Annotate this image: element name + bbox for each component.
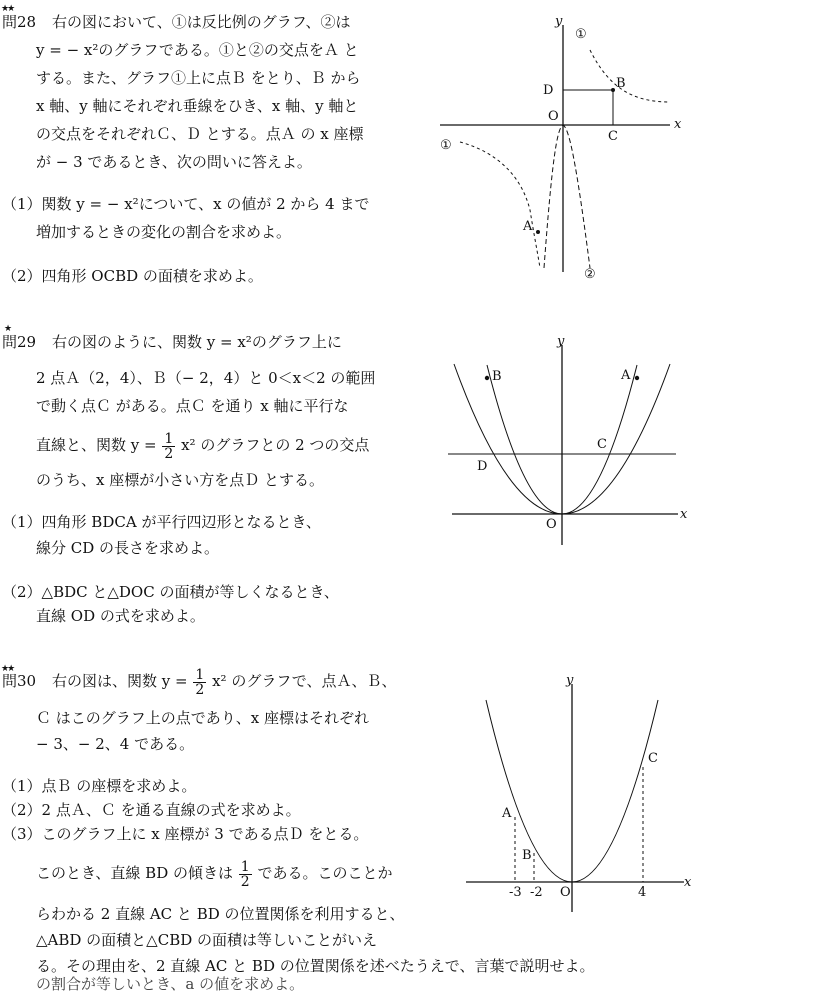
- figure-q28: [430, 10, 690, 285]
- point-a: [536, 230, 540, 234]
- origin-label: O: [546, 517, 557, 532]
- sub-question-3-cont: る。その理由を、2 直線 AC と BD の位置関係を述べたうえで、言葉で説明せよ。: [36, 957, 595, 975]
- question-text-line-fraction: [36, 850, 393, 896]
- point-label-c: C: [608, 129, 618, 144]
- point-label-a: A: [621, 368, 631, 383]
- text-segment: x² のグラフで、点Ａ、Ｂ、: [212, 672, 397, 690]
- axis-label-x: x: [674, 117, 682, 132]
- perpendicular-lines-b: [563, 90, 613, 125]
- axis-label-y: y: [566, 673, 574, 688]
- graph-1-upper: [590, 50, 670, 102]
- point-label-c: C: [648, 751, 658, 766]
- question-text-line-fraction: [52, 660, 396, 702]
- point-label-a: A: [523, 219, 533, 234]
- origin-label: O: [548, 109, 559, 124]
- axis-label-x: x: [680, 507, 688, 522]
- fraction-denominator: 2: [195, 681, 205, 698]
- figure-q29: [440, 330, 700, 550]
- text-segment: 右の図は、関数 y =: [52, 672, 188, 690]
- question-text-line: で動く点Ｃ がある。点Ｃ を通り x 軸に平行な: [36, 397, 349, 415]
- sub-question-1: （1）点Ｂ の座標を求めよ。: [2, 777, 197, 795]
- sub-question-2: （2）△BDC と△DOC の面積が等しくなるとき、: [2, 583, 339, 601]
- question-number: 問28: [2, 13, 37, 31]
- text-segment: 直線と、関数 y =: [36, 436, 157, 454]
- point-label-b: B: [616, 76, 626, 91]
- fraction-numerator: 1: [195, 666, 205, 683]
- sub-question-2: （2）2 点Ａ、Ｃ を通る直線の式を求めよ。: [2, 801, 301, 819]
- sub-question-1: （1）関数 y = − x²について、x の値が 2 から 4 まで: [2, 195, 370, 213]
- point-a: [635, 376, 639, 380]
- question-text-line: が − 3 であるとき、次の問いに答えよ。: [36, 153, 312, 171]
- difficulty-stars: ★★: [1, 664, 14, 674]
- fraction: [239, 860, 252, 889]
- sub-question-1-cont: 線分 CD の長さを求めよ。: [36, 539, 220, 557]
- graph-1-lower: [460, 142, 540, 268]
- question-number: 問30: [2, 672, 37, 690]
- question-text-line: のうち、x 座標が小さい方を点Ｄ とする。: [36, 471, 324, 489]
- point-label-a: A: [502, 806, 512, 821]
- fraction-numerator: 1: [240, 858, 250, 875]
- point-label-d: D: [477, 459, 488, 474]
- fraction: [162, 432, 175, 461]
- figure-q30: [462, 672, 702, 922]
- overflow-text-fragment: の割合が等しいとき、a の値を求めよ。: [36, 975, 305, 993]
- difficulty-stars: ★: [4, 324, 11, 334]
- fraction-numerator: 1: [164, 430, 174, 447]
- fraction: [193, 668, 206, 697]
- question-number: 問29: [2, 333, 37, 351]
- question-text-line-fraction: [36, 424, 369, 466]
- sub-question-1-cont: 増加するときの変化の割合を求めよ。: [36, 223, 292, 241]
- fraction-denominator: 2: [240, 873, 250, 890]
- sub-question-3-cont: △ABD の面積と△CBD の面積は等しいことがいえ: [36, 931, 378, 949]
- tick-label-minus3: -3: [509, 885, 522, 900]
- question-text-line: 右の図において、①は反比例のグラフ、②は: [52, 13, 351, 31]
- difficulty-stars: ★★: [1, 4, 14, 14]
- graph-label-1-top: ①: [575, 27, 587, 42]
- text-segment: x² のグラフとの 2 つの交点: [181, 436, 370, 454]
- point-label-b: B: [522, 848, 532, 863]
- sub-question-3-cont: らわかる 2 直線 AC と BD の位置関係を利用すると、: [36, 905, 405, 923]
- sub-question-3: （3）このグラフ上に x 座標が 3 である点Ｄ をとる。: [2, 825, 369, 843]
- graph-2: [544, 125, 590, 268]
- question-text-line: 右の図のように、関数 y = x²のグラフ上に: [52, 333, 342, 351]
- question-text-line: Ｃ はこのグラフ上の点であり、x 座標はそれぞれ: [36, 709, 369, 727]
- tick-label-4: 4: [638, 885, 647, 900]
- point-b: [485, 376, 489, 380]
- point-b: [611, 88, 615, 92]
- text-segment: このとき、直線 BD の傾きは: [36, 864, 233, 882]
- graph-label-1-left: ①: [440, 138, 452, 153]
- tick-label-minus2: -2: [530, 885, 543, 900]
- question-text-line: x 軸、y 軸にそれぞれ垂線をひき、x 軸、y 軸と: [36, 97, 359, 115]
- fraction-denominator: 2: [164, 445, 174, 462]
- question-text-line: 2 点Ａ（2，4）、Ｂ（− 2，4）と 0＜x＜2 の範囲: [36, 369, 376, 387]
- question-text-line: する。また、グラフ①上に点Ｂ をとり、Ｂ から: [36, 69, 361, 87]
- question-text-line: y = − x²のグラフである。①と②の交点をＡ と: [36, 41, 359, 59]
- question-text-line: − 3、− 2、4 である。: [36, 735, 195, 753]
- question-text-line: の交点をそれぞれＣ、Ｄ とする。点Ａ の x 座標: [36, 125, 364, 143]
- sub-question-2-cont: 直線 OD の式を求めよ。: [36, 607, 205, 625]
- axis-label-y: y: [555, 14, 563, 29]
- text-segment: である。このことか: [257, 864, 393, 882]
- origin-label: O: [560, 885, 571, 900]
- sub-question-1: （1）四角形 BDCA が平行四辺形となるとき、: [2, 513, 321, 531]
- point-label-b: B: [492, 369, 502, 384]
- axis-label-x: x: [684, 875, 692, 890]
- sub-question-2: （2）四角形 OCBD の面積を求めよ。: [2, 267, 263, 285]
- graph-label-2: ②: [584, 267, 596, 282]
- axis-label-y: y: [557, 334, 565, 349]
- point-label-c: C: [597, 437, 607, 452]
- point-label-d: D: [543, 83, 554, 98]
